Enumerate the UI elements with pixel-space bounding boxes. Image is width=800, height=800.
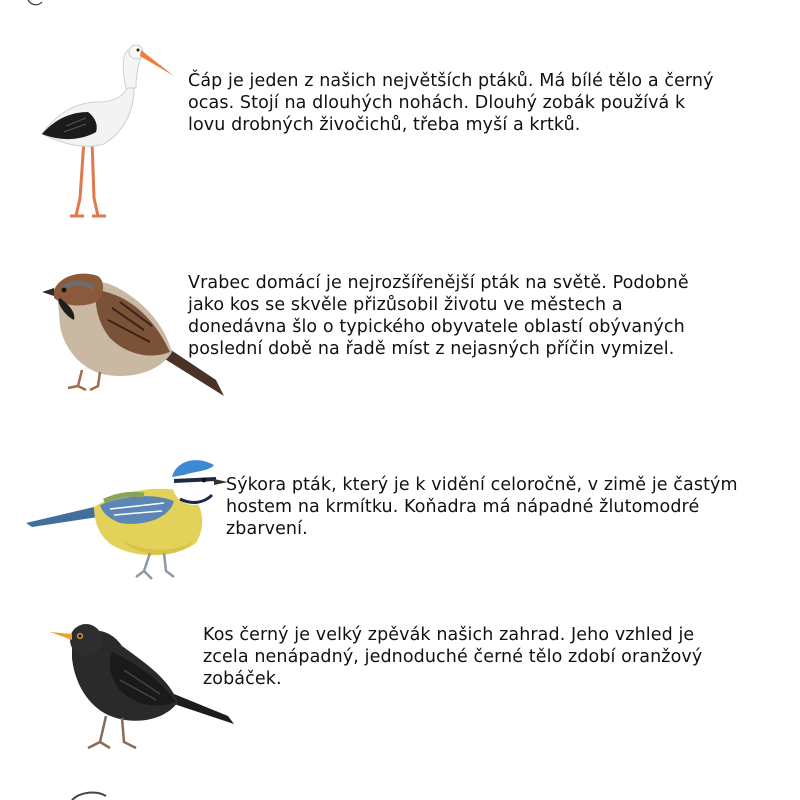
stork-description: Čáp je jeden z našich největších ptáků. Má bílé tělo a černý ocas. Stojí na dlouhých nohách. Dlouhý zobák používá k lovu drobných živočichů, třeba myší a krtků.: [188, 71, 714, 135]
stork-icon: [36, 40, 176, 220]
blue-tit-description: Sýkora pták, který je k vidění celoročně, v zimě je častým hostem na krmítku. Koňadra má nápadné žlutomodré zbarvení.: [226, 475, 738, 539]
page-edge-mark-bottom: [70, 790, 110, 800]
page-edge-mark-top: [26, 0, 46, 8]
blue-tit-icon: [24, 455, 229, 585]
sparrow-description: Vrabec domácí je nejrozšířenější pták na světě. Podobně jako kos se skvěle přizůsobil životu ve městech a donedávna šlo o typického obyvatele oblastí obývaných poslední době na řadě míst z nejasných příčin vymizel.: [188, 273, 689, 359]
blackbird-description: Kos černý je velký zpěvák našich zahrad. Jeho vzhled je zcela nenápadný, jednoduché černé tělo zdobí oranžový zobáček.: [203, 625, 703, 689]
